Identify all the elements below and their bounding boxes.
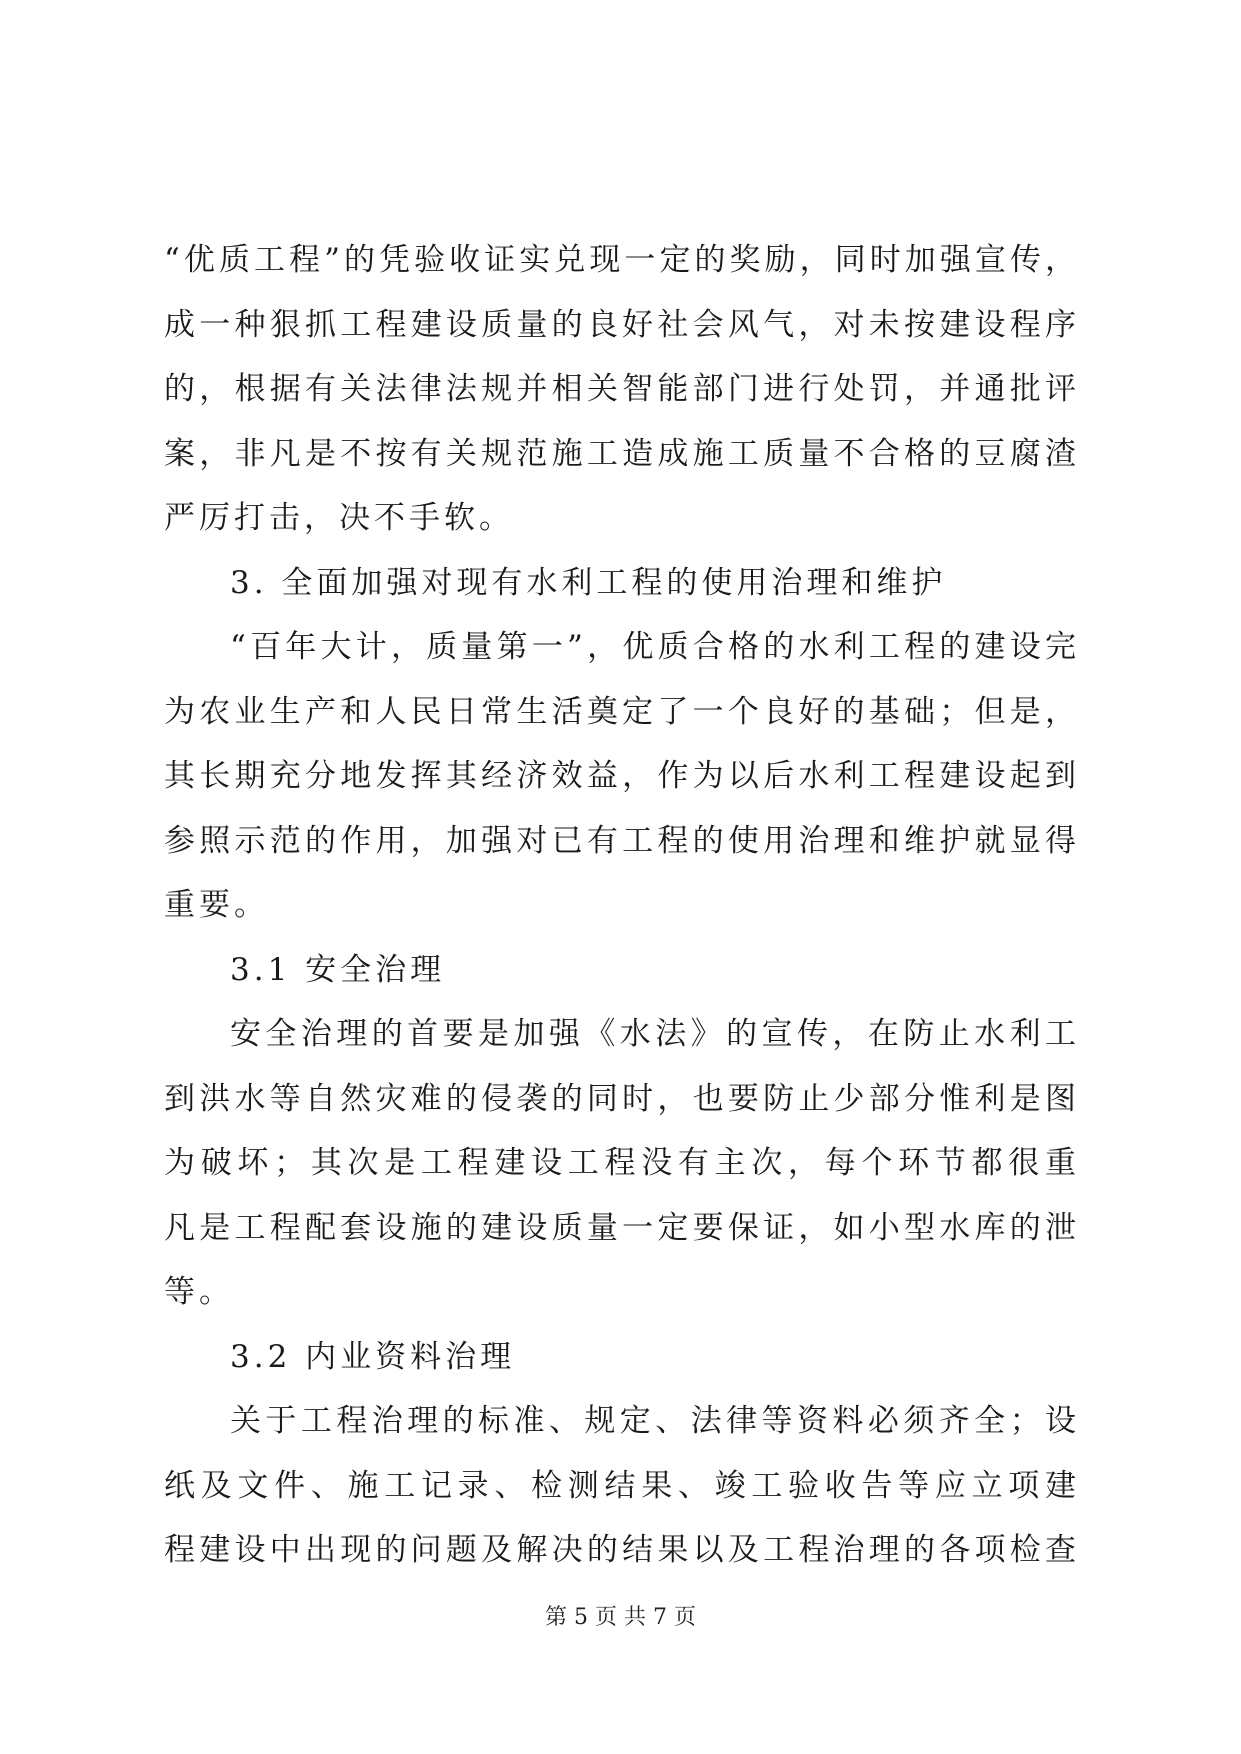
text-line: 等。 — [164, 1274, 234, 1310]
text-line: 为破坏；其次是工程建设工程没有主次，每个环节都很重 — [164, 1145, 1080, 1181]
text-line: 的，根据有关法律法规并相关智能部门进行处罚，并通批评 — [164, 371, 1080, 407]
text-line: 关于工程治理的标准、规定、法律等资料必须齐全；设 — [230, 1403, 1080, 1439]
text-line: 3.1 安全治理 — [230, 951, 446, 988]
document-body — [164, 228, 1080, 1583]
text-line: “百年大计，质量第一”，优质合格的水利工程的建设完 — [230, 629, 1080, 665]
text-line: 3.2 内业资料治理 — [230, 1338, 516, 1375]
text-line: 案，非凡是不按有关规范施工造成施工质量不合格的豆腐渣 — [164, 435, 1080, 472]
text-line: 重要。 — [164, 887, 269, 923]
text-line: 成一种狠抓工程建设质量的良好社会风气，对未按建设程序 — [164, 306, 1080, 343]
text-line: 凡是工程配套设施的建设质量一定要保证，如小型水库的泄 — [164, 1209, 1080, 1246]
page-number-footer: 第 5 页 共 7 页 — [545, 1605, 696, 1630]
text-line: 严厉打击，决不手软。 — [164, 500, 514, 536]
text-line: 安全治理的首要是加强《水法》的宣传，在防止水利工 — [230, 1016, 1080, 1052]
text-line: 3. 全面加强对现有水利工程的使用治理和维护 — [230, 564, 947, 601]
text-line: 到洪水等自然灾难的侵袭的同时，也要防止少部分惟利是图 — [164, 1080, 1080, 1117]
text-line: “优质工程”的凭验收证实兑现一定的奖励，同时加强宣传， — [164, 242, 1080, 278]
text-line: 为农业生产和人民日常生活奠定了一个良好的基础；但是， — [164, 693, 1080, 730]
text-line: 其长期充分地发挥其经济效益，作为以后水利工程建设起到 — [164, 758, 1080, 794]
text-line: 参照示范的作用，加强对已有工程的使用治理和维护就显得 — [164, 822, 1080, 859]
text-line: 纸及文件、施工记录、检测结果、竣工验收告等应立项建 — [164, 1467, 1080, 1504]
text-line: 程建设中出现的问题及解决的结果以及工程治理的各项检查 — [164, 1532, 1080, 1568]
